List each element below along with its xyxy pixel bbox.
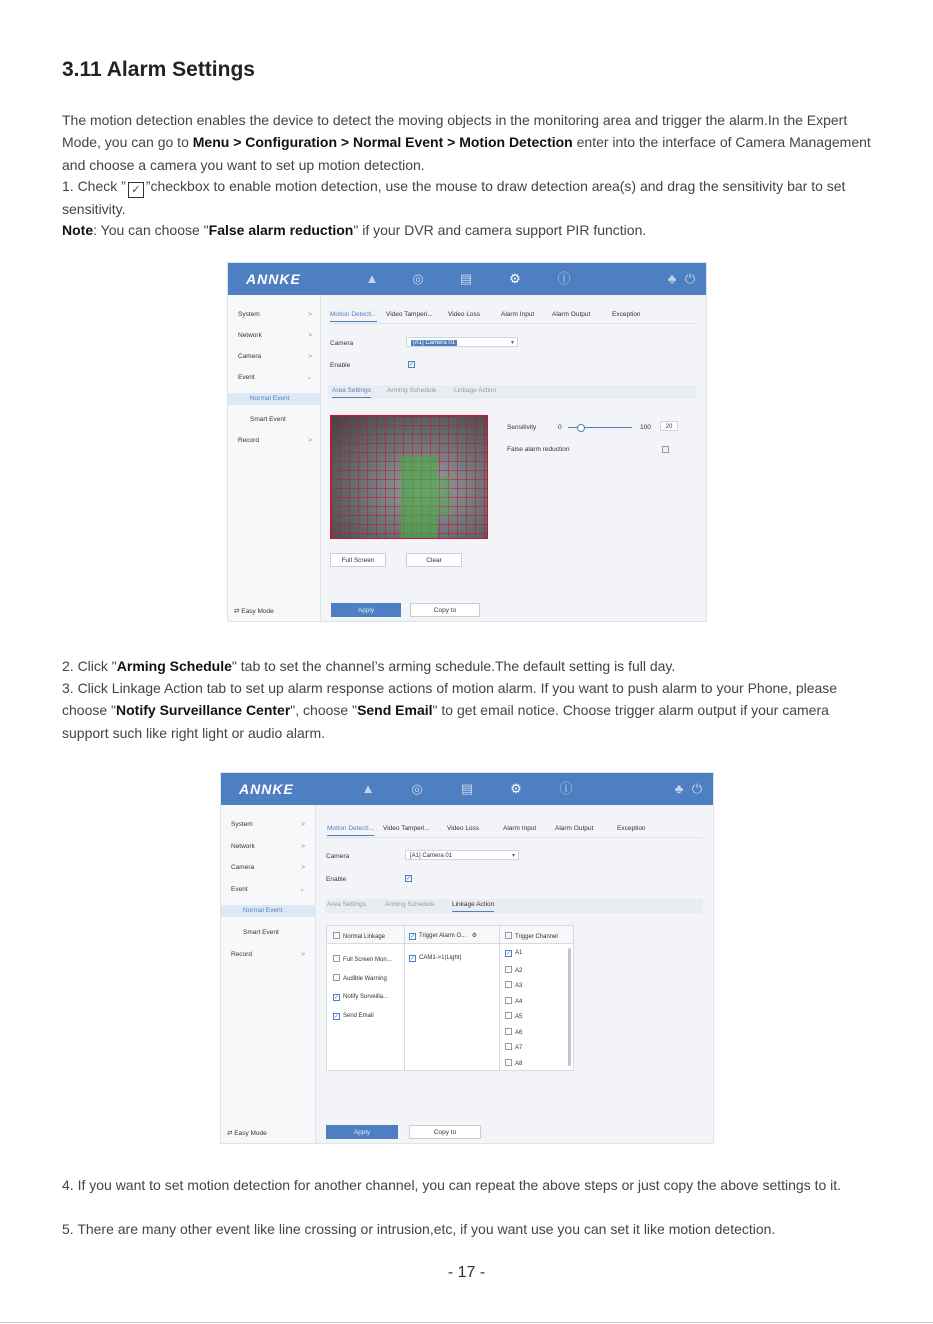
top-bar — [228, 263, 706, 295]
chevron-right-icon: > — [308, 311, 312, 318]
sidebar-item-record[interactable] — [231, 949, 311, 961]
alarm-output-label: CAM1->1(Light) — [419, 955, 462, 961]
channel-label: A8 — [515, 1061, 523, 1067]
sidebar-label: Network — [238, 332, 262, 339]
chevron-right-icon: > — [308, 437, 312, 444]
checkbox[interactable]: ✓ — [410, 956, 416, 962]
alarm-output-item[interactable] — [409, 955, 462, 962]
tab-linkage-action[interactable]: Linkage Action — [454, 387, 497, 394]
linkage-item-full-screen[interactable] — [333, 955, 392, 963]
camera-select[interactable] — [405, 850, 519, 860]
channel-label: A1 — [515, 950, 523, 956]
sidebar-label: Record — [238, 437, 259, 444]
sidebar-item-event[interactable] — [238, 372, 318, 384]
checkbox-icon: ✓ — [128, 182, 144, 198]
send-email-term: Send Email — [357, 702, 433, 719]
channel-label: A3 — [515, 983, 523, 989]
annke-logo: ANNKE — [239, 781, 294, 797]
column-header-label: Trigger Alarm O... — [419, 933, 467, 939]
checkbox[interactable] — [505, 932, 512, 939]
tab-alarm-output[interactable]: Alarm Output — [552, 311, 591, 318]
menu-path: Menu > Configuration > Normal Event > Motion Detection — [192, 134, 573, 151]
gear-icon[interactable]: ⚙ — [509, 271, 521, 286]
footer-line — [0, 1322, 933, 1323]
camera-select-value: [A1] Camera 01 — [413, 340, 456, 346]
note-text-1: : You can choose " — [93, 222, 209, 238]
linkage-item-label: Full Screen Mon... — [343, 957, 392, 963]
trigger-alarm-output-header[interactable] — [409, 932, 477, 940]
page-number: - 17 - — [447, 1264, 486, 1281]
event-tabs — [328, 309, 696, 324]
step-3-text-2: ", choose " — [290, 702, 358, 719]
normal-linkage-header[interactable] — [333, 932, 385, 940]
tab-motion-detection[interactable]: Motion Detecti... — [327, 825, 374, 836]
step-2-paragraph — [62, 655, 877, 677]
column-divider — [404, 926, 405, 1070]
easy-mode-label: Easy Mode — [241, 608, 274, 615]
apply-button[interactable]: Apply — [331, 603, 401, 617]
sidebar-item-smart-event[interactable] — [250, 414, 318, 426]
playback-icon[interactable]: ◎ — [412, 271, 424, 286]
step-1-text-1: 1. Check ” — [62, 178, 126, 194]
checkbox[interactable] — [505, 1059, 512, 1066]
camera-select[interactable] — [406, 337, 518, 347]
checkbox[interactable] — [333, 955, 340, 962]
checkbox[interactable] — [505, 1043, 512, 1050]
intro-text-2: enter into the interface of Camera Management and choose a camera you want to set up motion detection. — [62, 134, 871, 173]
sidebar-item-normal-event[interactable] — [228, 393, 320, 405]
screenshot-area-settings — [227, 262, 707, 622]
apply-button[interactable]: Apply — [326, 1125, 398, 1139]
linkage-item-notify-center[interactable] — [333, 994, 388, 1001]
channel-a1[interactable] — [505, 950, 522, 957]
note-label: Note — [62, 222, 94, 238]
tab-motion-detection[interactable]: Motion Detecti... — [330, 311, 377, 322]
sidebar-item-system[interactable] — [238, 309, 318, 321]
step-4-paragraph: 4. If you want to set motion detection for another channel, you can repeat the above steps or just copy the above settings to it. — [62, 1177, 842, 1193]
chevron-right-icon: > — [301, 821, 305, 828]
channel-label: A5 — [515, 1014, 523, 1020]
camera-label: Camera — [330, 340, 354, 347]
sidebar-label: Camera — [238, 353, 262, 360]
column-divider — [499, 926, 500, 1070]
chevron-right-icon: > — [301, 951, 305, 958]
sidebar — [221, 805, 316, 1143]
sidebar-item-record[interactable] — [238, 435, 318, 447]
tab-area-settings[interactable]: Area Settings — [327, 901, 367, 908]
sensitivity-max: 100 — [640, 424, 651, 431]
sidebar-item-network[interactable] — [238, 330, 318, 342]
channel-a6[interactable] — [505, 1028, 522, 1036]
gear-icon[interactable]: ⚙ — [510, 781, 522, 796]
sidebar-label: Camera — [231, 864, 255, 871]
step-2-text-2: " tab to set the channel’s arming schedule.The default setting is full day. — [231, 658, 676, 674]
screenshot-linkage-action — [220, 772, 714, 1144]
checkbox[interactable] — [505, 981, 512, 988]
channel-label: A4 — [515, 999, 523, 1005]
sensitivity-input[interactable]: 20 — [660, 421, 678, 431]
tab-video-tampering[interactable]: Video Tamperi... — [386, 311, 433, 318]
top-bar — [221, 773, 713, 805]
tab-video-loss[interactable]: Video Loss — [448, 311, 481, 318]
camera-icon[interactable]: ▲ — [361, 781, 375, 796]
sidebar-label: Network — [231, 843, 255, 850]
motion-area-grid[interactable] — [330, 415, 488, 539]
easy-mode-button[interactable] — [234, 607, 274, 615]
chevron-down-icon: ⌄ — [306, 374, 312, 381]
sensitivity-min: 0 — [558, 424, 562, 431]
camera-select-value: [A1] Camera 01 — [410, 853, 453, 859]
checkbox[interactable]: ✓ — [334, 995, 340, 1001]
playback-icon[interactable]: ◎ — [411, 781, 423, 796]
tab-area-settings[interactable]: Area Settings — [332, 387, 371, 398]
linkage-item-send-email[interactable] — [333, 1013, 374, 1020]
checkbox[interactable] — [505, 966, 512, 973]
linkage-item-label: Notify Surveilla... — [343, 994, 389, 1000]
easy-mode-button[interactable] — [227, 1129, 267, 1137]
note-text-2: " if your DVR and camera support PIR function. — [353, 222, 647, 238]
camera-label: Camera — [326, 853, 350, 860]
sidebar-label: Normal Event — [250, 395, 290, 402]
chevron-down-icon: ▾ — [510, 340, 514, 346]
sidebar-item-normal-event[interactable] — [221, 905, 315, 917]
sidebar-label: System — [231, 821, 253, 828]
tab-video-tampering[interactable]: Video Tamperi... — [383, 825, 430, 832]
power-icon[interactable]: ⏻ — [691, 781, 703, 796]
annke-logo: ANNKE — [246, 271, 301, 287]
channel-a3[interactable] — [505, 981, 522, 989]
sidebar-item-system[interactable] — [231, 819, 311, 831]
step-1-paragraph — [62, 175, 877, 220]
tab-alarm-input[interactable]: Alarm Input — [501, 311, 535, 318]
channel-a2[interactable] — [505, 966, 522, 974]
info-icon[interactable]: ⓘ — [557, 271, 571, 286]
step-5-paragraph: 5. There are many other event like line crossing or intrusion,etc, if you want use you can set it like motion detection. — [62, 1221, 776, 1237]
tab-alarm-input[interactable]: Alarm Input — [503, 825, 537, 832]
sidebar-label: Normal Event — [243, 907, 283, 914]
checkbox[interactable] — [333, 974, 340, 981]
chevron-right-icon: > — [301, 864, 305, 871]
chevron-down-icon: ▾ — [511, 853, 515, 859]
false-alarm-checkbox[interactable] — [662, 446, 669, 453]
tab-exception[interactable]: Exception — [617, 825, 646, 832]
bell-icon[interactable]: ♣ — [667, 271, 677, 286]
enable-label: Enable — [330, 362, 351, 369]
sidebar-item-smart-event[interactable] — [243, 927, 311, 939]
checkbox[interactable] — [505, 1028, 512, 1035]
intro-text-1: The motion detection enables the device to detect the moving objects in the monitoring area and trigger the alarm.In the Expert Mode, you can go to — [62, 112, 848, 151]
detected-area — [401, 456, 437, 538]
step-2-text-1: 2. Click " — [62, 658, 117, 674]
checkbox[interactable] — [505, 997, 512, 1004]
linkage-item-audible-warning[interactable] — [333, 974, 387, 982]
sidebar-label: Smart Event — [250, 416, 286, 423]
clear-button[interactable]: Clear — [406, 553, 462, 567]
enable-label: Enable — [326, 876, 347, 883]
arming-schedule-term: Arming Schedule — [116, 658, 232, 674]
step-3-text-3: " to get email notice. Choose trigger alarm output if your camera support such like right light or audio alarm. — [62, 702, 829, 741]
channel-a4[interactable] — [505, 997, 522, 1005]
linkage-item-label: Audible Warning — [343, 976, 387, 982]
linkage-panel — [326, 925, 574, 1071]
info-icon[interactable]: ⓘ — [559, 781, 573, 796]
full-screen-button[interactable]: Full Screen — [330, 553, 386, 567]
tab-exception[interactable]: Exception — [612, 311, 641, 318]
tab-linkage-action[interactable]: Linkage Action — [452, 901, 494, 912]
false-alarm-label: False alarm reduction — [507, 446, 570, 453]
bell-icon[interactable]: ♣ — [674, 781, 684, 796]
settings-subtabs — [325, 899, 703, 913]
channel-label: A2 — [515, 968, 523, 974]
file-icon[interactable]: ▤ — [459, 271, 473, 286]
easy-mode-label: Easy Mode — [234, 1130, 267, 1137]
enable-checkbox[interactable]: ✓ — [406, 876, 412, 882]
swap-icon: ⇄ — [227, 1130, 233, 1137]
checkbox[interactable] — [505, 1012, 512, 1019]
column-header-label: Trigger Channel — [515, 934, 558, 940]
channel-label: A7 — [515, 1045, 523, 1051]
notify-term: Notify Surveillance Center — [116, 702, 291, 719]
tab-arming-schedule[interactable]: Arming Schedule — [387, 387, 437, 394]
channel-a8[interactable] — [505, 1059, 522, 1067]
copy-to-button[interactable]: Copy to — [409, 1125, 481, 1139]
tab-video-loss[interactable]: Video Loss — [447, 825, 480, 832]
step-3-text-1: 3. Click Linkage Action tab to set up alarm response actions of motion alarm. If you want to push alarm to your Phone, please choose " — [62, 680, 838, 719]
settings-subtabs — [328, 385, 696, 399]
step-1-text-2: ”checkbox to enable motion detection, use the mouse to draw detection area(s) and drag the sensitivity bar to set sensitivity. — [62, 178, 846, 217]
sidebar-label: Record — [231, 951, 252, 958]
gear-icon[interactable]: ⚙ — [471, 933, 478, 939]
chevron-right-icon: > — [308, 332, 312, 339]
tab-arming-schedule[interactable]: Arming Schedule — [385, 901, 435, 908]
channel-a7[interactable] — [505, 1043, 522, 1051]
channel-scrollbar[interactable] — [568, 948, 571, 1066]
trigger-channel-header[interactable] — [505, 932, 558, 940]
checkbox[interactable] — [333, 932, 340, 939]
sidebar-label: Smart Event — [243, 929, 279, 936]
sidebar-item-camera[interactable] — [231, 862, 311, 874]
sidebar-label: Event — [231, 886, 248, 893]
event-tabs — [325, 823, 703, 838]
false-alarm-term: False alarm reduction — [208, 222, 354, 238]
chevron-down-icon: ⌄ — [299, 886, 305, 893]
swap-icon: ⇄ — [234, 608, 240, 615]
linkage-item-label: Send Email — [343, 1013, 374, 1019]
checkbox[interactable]: ✓ — [334, 1014, 340, 1020]
sidebar-label: System — [238, 311, 260, 318]
copy-to-button[interactable]: Copy to — [410, 603, 480, 617]
detected-area — [437, 476, 451, 516]
file-icon[interactable]: ▤ — [460, 781, 474, 796]
channel-label: A6 — [515, 1030, 523, 1036]
sidebar-item-camera[interactable] — [238, 351, 318, 363]
enable-checkbox[interactable]: ✓ — [409, 362, 415, 368]
sidebar-label: Event — [238, 374, 255, 381]
note-paragraph — [62, 219, 877, 241]
column-header-label: Normal Linkage — [343, 934, 386, 940]
channel-a5[interactable] — [505, 1012, 522, 1020]
chevron-right-icon: > — [301, 843, 305, 850]
chevron-right-icon: > — [308, 353, 312, 360]
sidebar — [228, 295, 321, 621]
tab-alarm-output[interactable]: Alarm Output — [555, 825, 594, 832]
checkbox[interactable]: ✓ — [410, 934, 416, 940]
intro-paragraph — [62, 109, 877, 176]
step-3-paragraph — [62, 677, 877, 744]
sensitivity-slider-handle[interactable] — [577, 424, 585, 432]
sidebar-item-event[interactable] — [231, 884, 311, 896]
section-heading: 3.11 Alarm Settings — [62, 58, 255, 81]
sidebar-item-network[interactable] — [231, 841, 311, 853]
camera-icon[interactable]: ▲ — [365, 271, 379, 286]
checkbox[interactable]: ✓ — [506, 951, 512, 957]
sensitivity-label: Sensitivity — [507, 424, 537, 431]
power-icon[interactable]: ⏻ — [684, 271, 696, 286]
